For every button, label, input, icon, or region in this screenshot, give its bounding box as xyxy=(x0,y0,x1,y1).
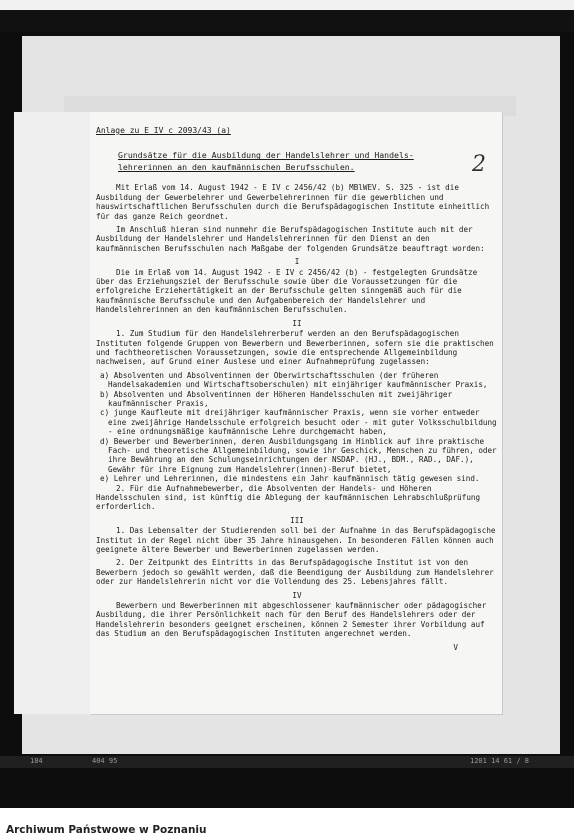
section-2-item-d: d) Bewerber und Bewerberinnen, deren Ausbildungsgang im Hinblick auf ihre praktische Fach- und theoretische Allgemeinbildung, sowie ihr Geschick, Menschen zu führen, oder ihre Bewährung an den Schulungseinrichtungen der NSDAP. (HJ., BDM., RAD., DAF.), Gewähr für ihre Eignung zum Handelslehrer(innen)-Beruf bietet, xyxy=(100,436,497,474)
film-strip-codes xyxy=(0,756,574,768)
footer xyxy=(0,808,574,840)
section-2-item-c: c) junge Kaufleute mit dreijähriger kaufmännischer Praxis, wenn sie vorher entweder eine zweijährige Handelsschule erfolgreich besucht oder - mit guter Volksschulbildung - eine ordnungsmäßige kaufmännische Lehre durchgemacht haben, xyxy=(100,408,497,437)
archive-label: Archiwum Państwowe w Poznaniu xyxy=(6,824,207,836)
section-heading-4: IV xyxy=(292,590,302,600)
section-heading-2: II xyxy=(292,318,302,328)
section-2-item-b: b) Absolventen und Absolventinnen der Höheren Handelsschulen mit zweijähriger kaufmännischer Praxis, xyxy=(100,389,453,408)
intro-paragraph-2: Im Anschluß hieran sind nunmehr die Berufspädagogischen Institute auch mit der Ausbildung der Handelslehrer und Handelslehrerinnen für den Dienst an den kaufmännischen Berufsschulen nach Maßgabe der folgenden Grundsätze beauftragt worden: xyxy=(96,225,485,253)
film-code-middle: 404 95 xyxy=(92,757,118,765)
section-4-paragraph: Bewerbern und Bewerberinnen mit abgeschlossener kaufmännischer oder pädagogischer Ausbildung, die ihrer Persönlichkeit nach für den Beruf des Handelslehrers oder der Handelslehrerin besonders geeignet erscheinen, können 2 Semester ihrer Vorbildung auf das Studium an den Berufspädagogischen Instituten angerechnet werden. xyxy=(96,601,487,639)
section-heading-1: I xyxy=(294,257,300,267)
intro-paragraph-1: Mit Erlaß vom 14. August 1942 - E IV c 2456/42 (b) MBlWEV. S. 325 - ist die Ausbildung der Gewerbelehrer und Gewerbelehrerinnen für die gewerblichen und hauswirtschaftlichen Berufsschulen durch die Berufspädagogischen Institute einheitlich für das ganze Reich geordnet. xyxy=(96,183,490,221)
handwritten-page-number: 2 xyxy=(472,152,486,177)
document-title xyxy=(118,149,498,173)
film-code-right: 1201 14 61 / 8 xyxy=(470,757,530,765)
film-border xyxy=(0,10,574,32)
title-line-1: Grundsätze für die Ausbildung der Handelslehrer und Handels- xyxy=(118,150,414,161)
section-2-item-a: a) Absolventen und Absolventinnen der Oberwirtschaftsschulen (der früheren Handelsakademien und Wirtschaftsoberschulen) mit einjähriger kaufmännischer Praxis, xyxy=(100,370,488,390)
section-2-paragraph-1: 1. Zum Studium für den Handelslehrerberuf werden an den Berufspädagogischen Instituten folgende Gruppen von Bewerbern und Bewerberinnen, sofern sie die praktischen und fachtheoretischen Voraussetzungen, sowie die entsprechende Allgemeinbildung nachweisen, auf Grund einer Auslese und einer Aufnahmeprüfung zugelassen: xyxy=(96,329,494,367)
left-card xyxy=(14,112,95,714)
section-3-paragraph-2: 2. Der Zeitpunkt des Eintritts in das Berufspädagogische Institut ist von den Bewerbern jedoch so gewählt werden, daß die Beendigung der Ausbildung zum Handelslehrer oder zur Handelslehrerin nicht vor die Vollendung des 25. Lebensjahres fällt. xyxy=(96,558,494,587)
section-1-paragraph: Die im Erlaß vom 14. August 1942 - E IV c 2456/42 (b) - festgelegten Grundsätze über das Erziehungsziel der Berufsschule sowie über die Voraussetzungen für die erfolgreiche Erziehertätigkeit an der Berufsschule gelten sinngemäß auch für die kaufmännische Berufsschule und den Aufgabenbereich der Handelslehrer und Handelslehrerinnen an den kaufmännischen Berufsschulen. xyxy=(96,267,478,315)
document-reference: Anlage zu E IV c 2093/43 (a) xyxy=(96,126,231,135)
film-code-left: 184 xyxy=(30,757,43,765)
continuation-mark: V xyxy=(453,642,458,652)
top-strip xyxy=(0,0,574,10)
section-2-paragraph-2: 2. Für die Aufnahmebewerber, die Absolventen der Handels- und Höheren Handelsschulen sind, ist künftig die Ablegung der kaufmännischen Lehrabschlußprüfung erforderlich. xyxy=(96,483,481,512)
title-line-2: lehrerinnen an den kaufmännischen Berufsschulen. xyxy=(118,162,355,173)
section-3-paragraph-1: 1. Das Lebensalter der Studierenden soll bei der Aufnahme in das Berufspädagogische Institut in der Regel nicht über 35 Jahre hinausgehen. In besonderen Fällen können auch geeignete ältere Bewerber und Bewerberinnen zugelassen werden. xyxy=(96,526,496,555)
section-2-item-e: e) Lehrer und Lehrerinnen, die mindestens ein Jahr kaufmännisch tätig gewesen sind. xyxy=(100,474,480,484)
document-text xyxy=(96,126,498,652)
section-heading-3: III xyxy=(290,515,304,525)
